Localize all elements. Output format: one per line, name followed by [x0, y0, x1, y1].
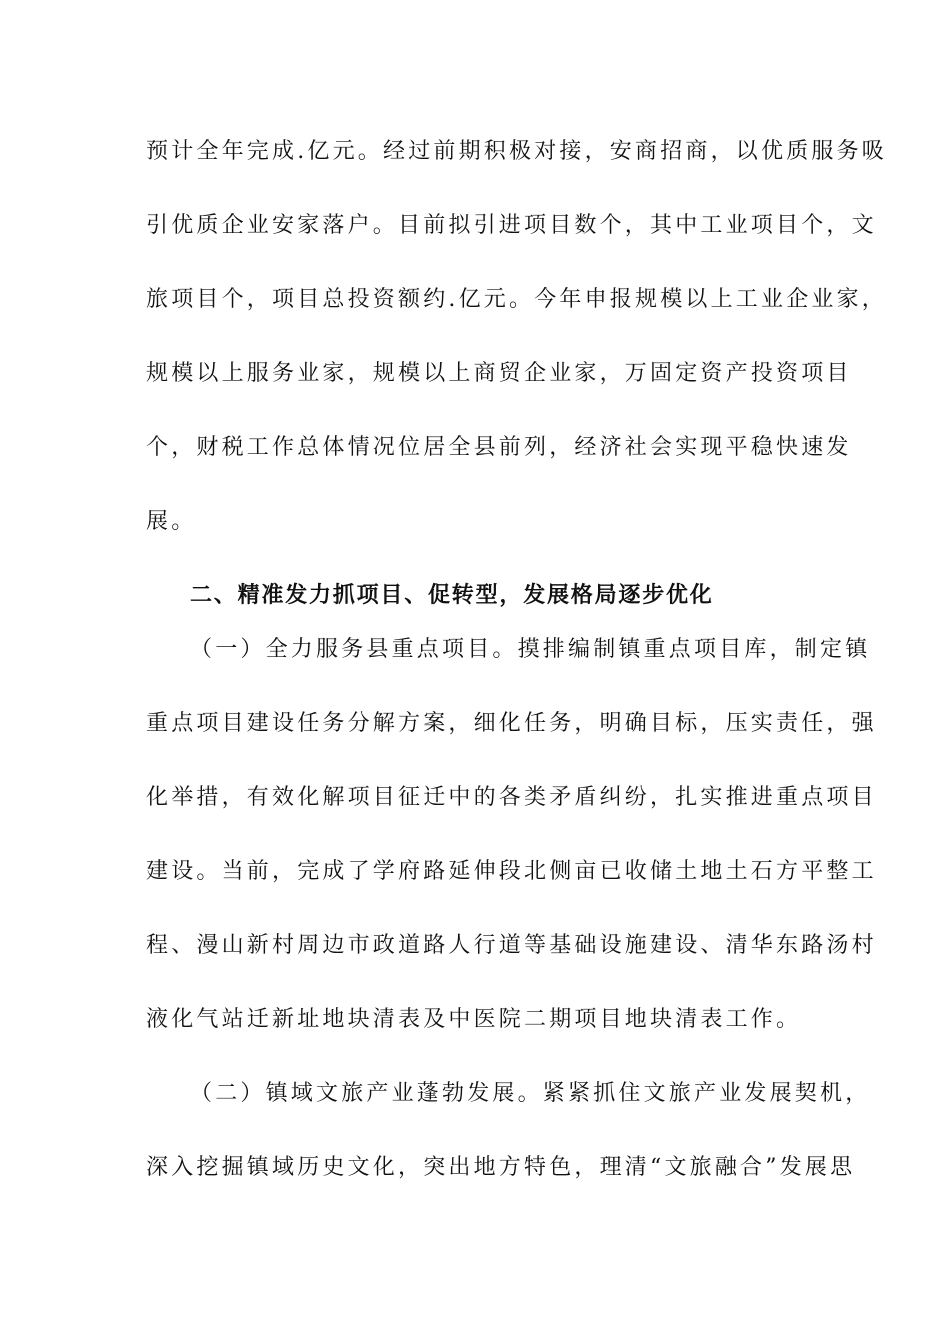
paragraph-2-line-3: 化举措，有效化解项目征迁中的各类矛盾纠纷，扎实推进重点项目: [146, 785, 877, 810]
paragraph-1-line-2: 引优质企业安家落户。目前拟引进项目数个，其中工业项目个，文: [146, 213, 877, 238]
section-heading: 二、精准发力抓项目、促转型，发展格局逐步优化: [190, 583, 714, 608]
paragraph-1-line-4: 规模以上服务业家，规模以上商贸企业家，万固定资产投资项目: [146, 361, 852, 386]
paragraph-1-line-1: 预计全年完成.亿元。经过前期积极对接，安商招商，以优质服务吸: [146, 139, 887, 164]
paragraph-3-line-1: （二）镇域文旅产业蓬勃发展。紧紧抓住文旅产业发展契机，: [190, 1081, 871, 1106]
paragraph-2-line-1: （一）全力服务县重点项目。摸排编制镇重点项目库，制定镇: [190, 637, 871, 662]
paragraph-3-line-2: 深入挖掘镇域历史文化，突出地方特色，理清“文旅融合”发展思: [146, 1155, 856, 1180]
paragraph-2-line-5: 程、漫山新村周边市政道路人行道等基础设施建设、清华东路汤村: [146, 933, 877, 958]
paragraph-1-line-5: 个，财税工作总体情况位居全县前列，经济社会实现平稳快速发: [146, 435, 852, 460]
paragraph-2-line-4: 建设。当前，完成了学府路延伸段北侧亩已收储土地土石方平整工: [146, 859, 877, 884]
paragraph-2-line-6: 液化气站迁新址地块清表及中医院二期项目地块清表工作。: [146, 1007, 802, 1032]
paragraph-1-line-3: 旅项目个，项目总投资额约.亿元。今年申报规模以上工业企业家，: [146, 287, 887, 312]
paragraph-1-line-6: 展。: [146, 509, 197, 534]
paragraph-2-line-2: 重点项目建设任务分解方案，细化任务，明确目标，压实责任，强: [146, 711, 877, 736]
